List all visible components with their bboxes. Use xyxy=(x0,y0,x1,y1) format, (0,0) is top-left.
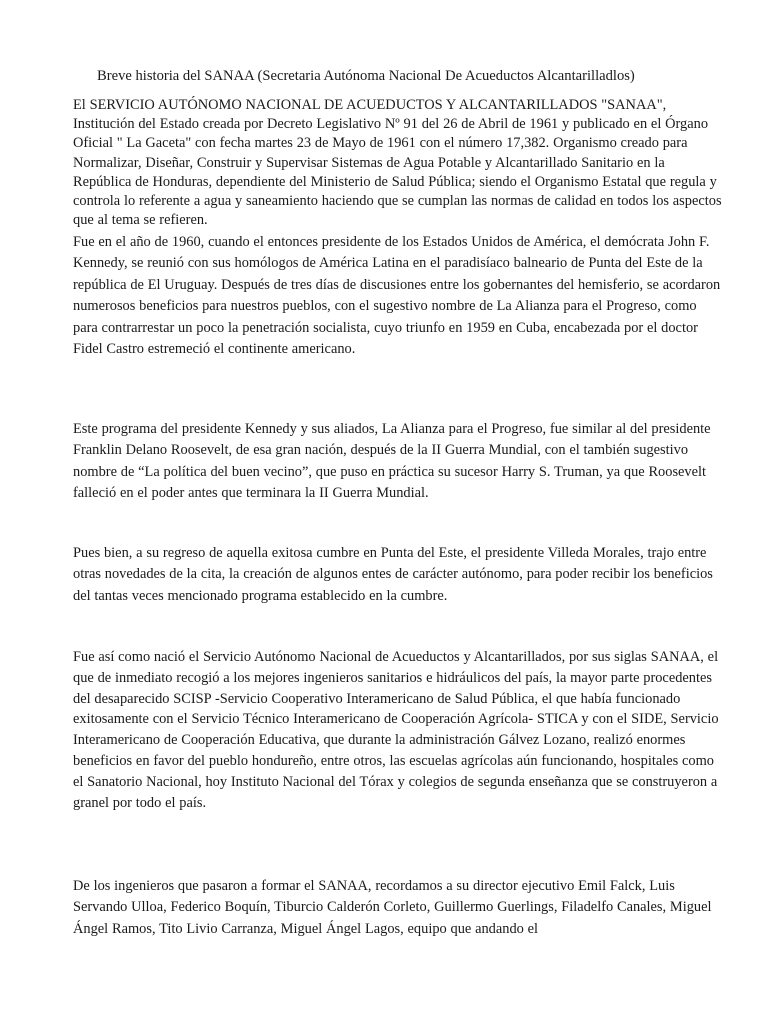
paragraph-engineers: De los ingenieros que pasaron a formar el SANAA, recordamos a su director ejecutivo Emil Falck, Luis Servando Ulloa, Federico Boquín, Tiburcio Calderón Corleto, Guillermo Guerlings, Filadelfo Canales, Miguel Ángel Ramos, Tito Livio Carranza, Miguel Ángel Lagos, equipo que andando el xyxy=(73,878,712,937)
paragraph-roosevelt-comparison: Este programa del presidente Kennedy y sus aliados, La Alianza para el Progreso, fue similar al del presidente Franklin Delano Roosevelt, de esa gran nación, después de la II Guerra Mundial, con el también sugestivo nombre de “La política del buen vecino”, que puso en práctica su sucesor Harry S. Truman, ya que Roosevelt falleció en el poder antes que terminara la II Guerra Mundial. xyxy=(73,421,711,502)
document-title: Breve historia del SANAA (Secretaria Autónoma Nacional De Acueductos Alcantarilladlos) xyxy=(97,68,635,84)
paragraph-sanaa-founding: Fue así como nació el Servicio Autónomo Nacional de Acueductos y Alcantarillados, por sus siglas SANAA, el que de inmediato recogió a los mejores ingenieros sanitarios e hidráulicos del país, la mayor parte procedentes del desaparecido SCISP -Servicio Cooperativo Interamericano de Salud Pública, el que había funcionado exitosamente con el Servicio Técnico Interamericano de Cooperación Agrícola- STICA y con el SIDE, Servicio Interamericano de Cooperación Educativa, que durante la administración Gálvez Lozano, realizó enormes beneficios en favor del pueblo hondureño, entre otros, las escuelas agrícolas aún funcionando, hospitales como el Sanatorio Nacional, hoy Instituto Nacional del Tórax y colegios de segunda enseñanza que se construyeron a granel por todo el país. xyxy=(73,649,719,811)
paragraph-villeda-morales: Pues bien, a su regreso de aquella exitosa cumbre en Punta del Este, el presidente Villeda Morales, trajo entre otras novedades de la cita, la creación de algunos entes de carácter autónomo, para poder recibir los beneficios del tantas veces mencionado programa establecido en la cumbre. xyxy=(73,545,713,604)
paragraph-alianza-origin: Fue en el año de 1960, cuando el entonces presidente de los Estados Unidos de América, el demócrata John F. Kennedy, se reunió con sus homólogos de América Latina en el paradisíaco balneario de Punta del Este de la república de El Uruguay. Después de tres días de discusiones entre los gobernantes del hemisferio, se acordaron numerosos beneficios para nuestros pueblos, con el sugestivo nombre de La Alianza para el Progreso, como para contrarrestar un poco la penetración socialista, cuyo triunfo en 1959 en Cuba, encabezada por el doctor Fidel Castro estremeció el continente americano. xyxy=(73,234,721,358)
paragraph-sanaa-definition: El SERVICIO AUTÓNOMO NACIONAL DE ACUEDUCTOS Y ALCANTARILLADOS "SANAA", Institución del Estado creada por Decreto Legislativo Nº 91 del 26 de Abril de 1961 y publicado en el Órgano Oficial " La Gaceta" con fecha martes 23 de Mayo de 1961 con el número 17,382. Organismo creado para Normalizar, Diseñar, Construir y Supervisar Sistemas de Agua Potable y Alcantarillado Sanitario en la República de Honduras, dependiente del Ministerio de Salud Pública; siendo el Organismo Estatal que regula y controla lo referente a agua y saneamiento haciendo que se cumplan las normas de calidad en todos los aspectos que al tema se refieren. xyxy=(73,97,722,229)
